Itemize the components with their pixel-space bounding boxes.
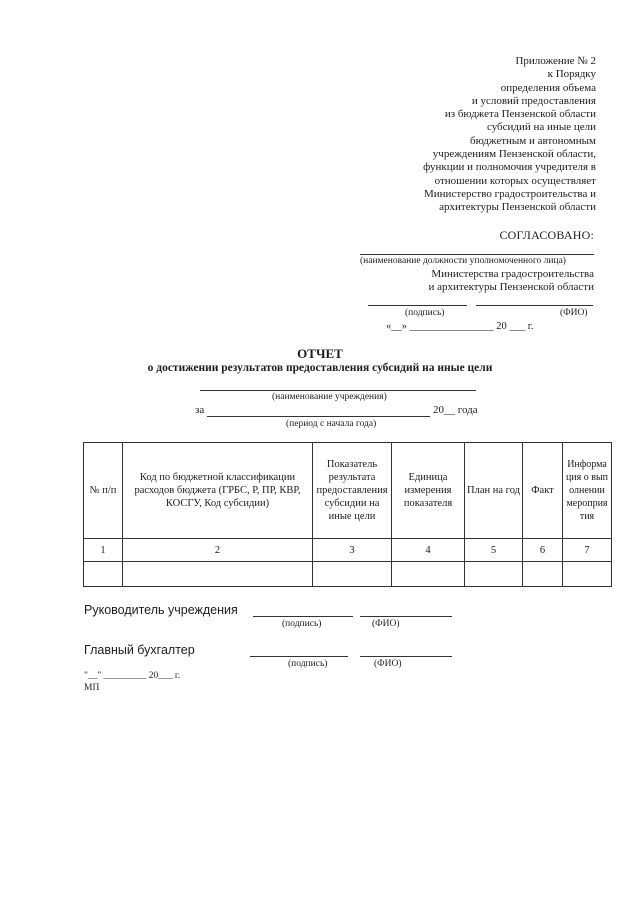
- column-number: 2: [123, 539, 313, 562]
- header-cell-fact: Факт: [523, 443, 563, 539]
- approval-signature-line: [368, 305, 467, 306]
- appendix-line: учреждениям Пензенской области,: [432, 148, 596, 161]
- institution-line: [200, 390, 476, 391]
- table-row: [84, 562, 612, 587]
- table-cell: [523, 562, 563, 587]
- institution-caption: (наименование учреждения): [272, 392, 387, 402]
- header-cell-unit: Единица измерения показателя: [392, 443, 465, 539]
- appendix-line: функции и полномочия учредителя в: [423, 161, 596, 174]
- approval-heading: СОГЛАСОВАНО:: [499, 228, 594, 242]
- approval-fio-caption: (ФИО): [560, 308, 588, 318]
- table-cell: [84, 562, 123, 587]
- head-signature-line: [253, 616, 353, 617]
- period-caption: (период с начала года): [286, 419, 377, 429]
- column-number: 7: [563, 539, 612, 562]
- head-signature-caption: (подпись): [282, 619, 322, 629]
- column-number: 4: [392, 539, 465, 562]
- report-table: [83, 442, 612, 587]
- period-prefix: за: [195, 404, 205, 416]
- column-number: 3: [313, 539, 392, 562]
- accountant-fio-caption: (ФИО): [374, 659, 402, 669]
- appendix-block: [336, 55, 596, 215]
- signature-date-line: "__" _________ 20___ г.: [84, 671, 181, 681]
- accountant-label: Главный бухгалтер: [84, 643, 195, 657]
- table-cell: [392, 562, 465, 587]
- appendix-line: определения объема: [500, 81, 596, 94]
- column-number: 6: [523, 539, 563, 562]
- table-cell: [465, 562, 523, 587]
- appendix-line: архитектуры Пензенской области: [439, 201, 596, 214]
- approval-signature-caption: (подпись): [405, 308, 445, 318]
- report-subtitle: о достижении результатов предоставления субсидий на иные цели: [147, 362, 493, 374]
- header-cell-budget-code: Код по бюджетной классификации расходов бюджета (ГРБС, Р, ПР, КВР, КОСГУ, Код субсидии): [123, 443, 313, 539]
- table-cell: [123, 562, 313, 587]
- appendix-line: Приложение № 2: [515, 55, 596, 67]
- table-header-row: [84, 443, 612, 539]
- appendix-line: отношении которых осуществляет: [434, 174, 596, 187]
- header-cell-info: Информация о выполнении мероприятия: [563, 443, 612, 539]
- head-fio-line: [360, 616, 452, 617]
- stamp-label: МП: [84, 683, 100, 693]
- accountant-signature-caption: (подпись): [288, 659, 328, 669]
- period-line: [207, 416, 430, 417]
- accountant-signature-line: [250, 656, 348, 657]
- approval-fio-line: [476, 305, 593, 306]
- table-number-row: [84, 539, 612, 562]
- approval-date-line: «__» ________________ 20 ___ г.: [386, 321, 534, 332]
- header-cell-number: № п/п: [84, 443, 123, 539]
- ministry-line-2: и архитектуры Пензенской области: [428, 281, 594, 293]
- table-cell: [313, 562, 392, 587]
- appendix-line: субсидий на иные цели: [486, 121, 596, 134]
- column-number: 1: [84, 539, 123, 562]
- header-cell-plan: План на год: [465, 443, 523, 539]
- report-title: ОТЧЕТ: [297, 346, 343, 361]
- ministry-line-1: Министерства градостроительства: [431, 268, 594, 280]
- appendix-line: Министерство градостроительства и: [424, 187, 596, 200]
- head-label: Руководитель учреждения: [84, 603, 238, 617]
- head-fio-caption: (ФИО): [372, 619, 400, 629]
- appendix-line: из бюджета Пензенской области: [444, 108, 596, 121]
- position-caption: (наименование должности уполномоченного лица): [360, 256, 566, 266]
- appendix-line: бюджетным и автономным: [470, 134, 596, 147]
- accountant-fio-line: [360, 656, 452, 657]
- column-number: 5: [465, 539, 523, 562]
- period-suffix: 20__ года: [433, 404, 478, 416]
- position-line: [360, 254, 594, 255]
- table-cell: [563, 562, 612, 587]
- header-cell-indicator: Показатель результата предоставления субсидии на иные цели: [313, 443, 392, 539]
- appendix-line: к Порядку: [547, 68, 596, 81]
- appendix-line: и условий предоставления: [471, 94, 596, 107]
